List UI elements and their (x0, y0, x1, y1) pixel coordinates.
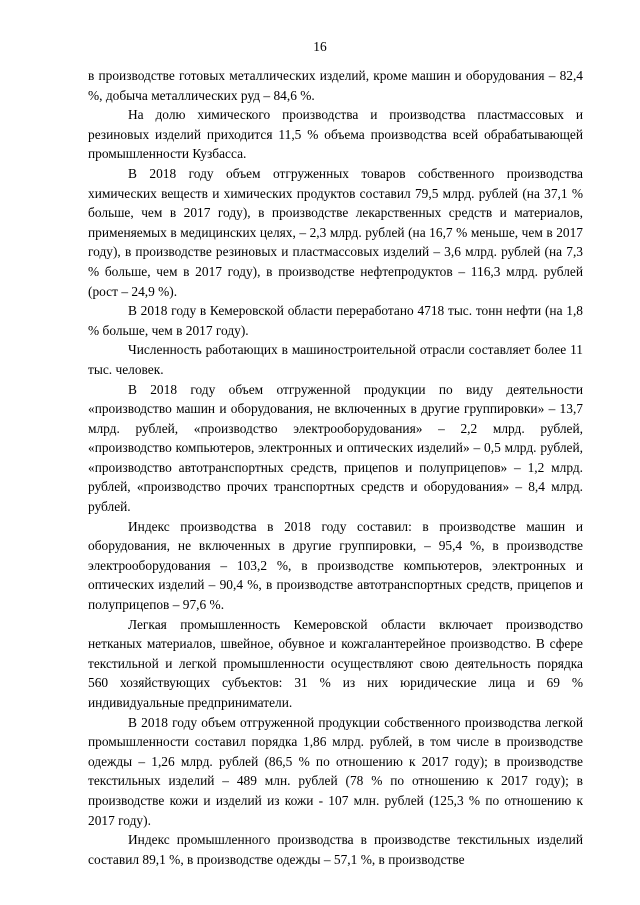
paragraph: В 2018 году в Кемеровской области переработано 4718 тыс. тонн нефти (на 1,8 % больше, чем в 2017 году). (88, 303, 583, 338)
paragraph: Легкая промышленность Кемеровской области включает производство нетканых материалов, швейное, обувное и кожгалантерейное производство. В сфере текстильной и легкой промышленности осуществляют свою деятельность порядка 560 хозяйствующих субъектов: 31 % из них юридические лица и 69 % индивидуальные предприниматели. (88, 616, 583, 710)
body-text (88, 66, 583, 869)
paragraph: Индекс производства в 2018 году составил: в производстве машин и оборудования, не включенных в другие группировки, – 95,4 %, в производстве электрооборудования – 103,2 %, в производстве компьютеров, электронных и оптических изделий – 90,4 %, в производстве автотранспортных средств, прицепов и полуприцепов – 97,6 %. (88, 518, 583, 613)
paragraph: Индекс промышленного производства в производстве текстильных изделий составил 89,1 %, в производстве одежды – 57,1 %, в производстве (88, 832, 583, 867)
paragraph: Численность работающих в машиностроительной отрасли составляет более 11 тыс. человек. (88, 342, 583, 377)
paragraph: В 2018 году объем отгруженной продукции по виду деятельности «производство машин и оборудования, не включенных в другие группировки» – 13,7 млрд. рублей, «производство электрооборудования» – 2,2 млрд. рублей, «производство компьютеров, электронных и оптических изделий» – 0,5 млрд. рублей, «производство автотранспортных средств, прицепов и полуприцепов» – 1,2 млрд. рублей, «производство прочих транспортных средств и оборудования» – 8,4 млрд. рублей. (88, 381, 583, 515)
paragraph: в производстве готовых металлических изделий, кроме машин и оборудования – 82,4 %, добыча металлических руд – 84,6 %. (88, 68, 583, 103)
paragraph: В 2018 году объем отгруженной продукции собственного производства легкой промышленности составил порядка 1,86 млрд. рублей, в том числе в производстве одежды – 1,26 млрд. рублей (86,5 % по отношению к 2017 году); в производстве текстильных изделий – 489 млн. рублей (78 % по отношению к 2017 году); в производстве кожи и изделий из кожи - 107 млн. рублей (125,3 % по отношению к 2017 году). (88, 714, 583, 828)
page-number: 16 (313, 39, 327, 54)
paragraph: На долю химического производства и производства пластмассовых и резиновых изделий приходится 11,5 % объема производства всей обрабатывающей промышленности Кузбасса. (88, 107, 583, 162)
paragraph: В 2018 году объем отгруженных товаров собственного производства химических веществ и химических продуктов составил 79,5 млрд. рублей (на 37,1 % больше, чем в 2017 году), в производстве лекарственных средств и материалов, применяемых в медицинских целях, – 2,3 млрд. рублей (на 16,7 % меньше, чем в 2017 году), в производстве резиновых и пластмассовых изделий – 3,6 млрд. рублей (на 7,3 % больше, чем в 2017 году), в производстве нефтепродуктов – 116,3 млрд. рублей (рост – 24,9 %). (88, 165, 583, 299)
